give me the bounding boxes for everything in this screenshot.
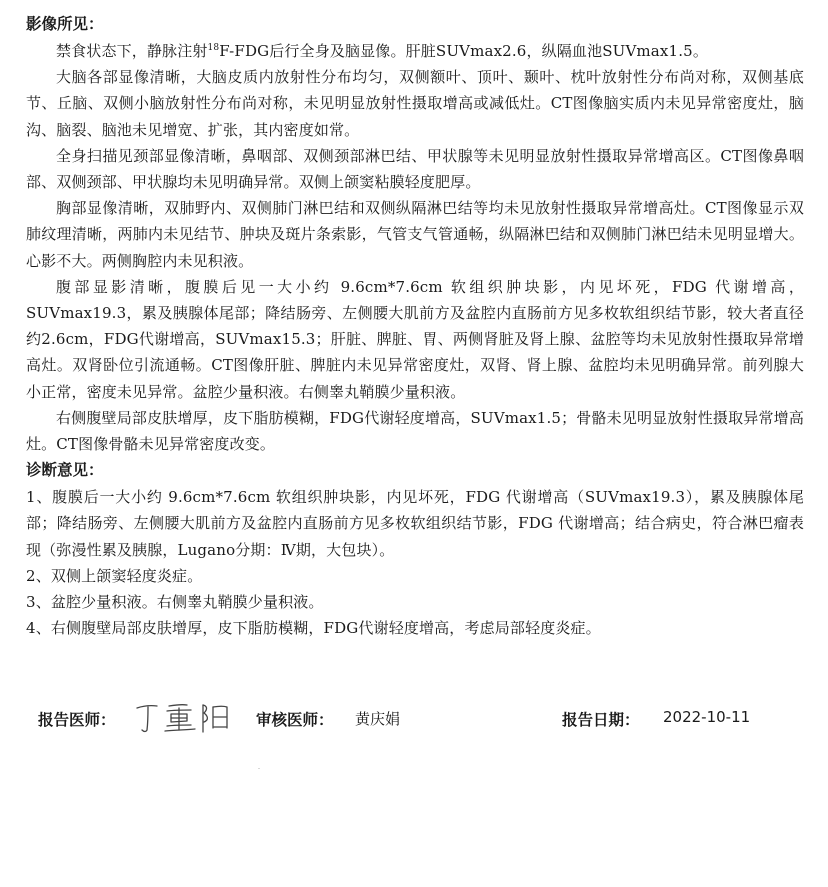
report-date: 2022-10-11 xyxy=(663,708,751,726)
pet-ct-report xyxy=(26,11,804,641)
findings-paragraph-brain: 大脑各部显像清晰，大脑皮质内放射性分布均匀，双侧额叶、顶叶、颞叶、枕叶放射性分布尚对称，双侧基底节、丘脑、双侧小脑放射性分布尚对称，未见明显放射性摄取增高或减低灶。CT图像脑实质内未见异常密度灶，脑沟、脑裂、脑池未见增宽、扩张，其内密度如常。 xyxy=(26,68,804,139)
findings-paragraph-tracer xyxy=(26,38,804,64)
diagnosis-item: 3、盆腔少量积液。右侧睾丸鞘膜少量积液。 xyxy=(26,593,324,612)
diagnosis-item: 2、双侧上颌窦轻度炎症。 xyxy=(26,566,203,585)
findings-paragraph-chest: 胸部显像清晰，双肺野内、双侧肺门淋巴结和双侧纵隔淋巴结等均未见放射性摄取异常增高灶。CT图像显示双肺纹理清晰，两肺内未见结节、肿块及斑片条索影，气管支气管通畅，纵隔淋巴结和双侧肺门淋巴结未见明显增大。心影不大。两侧胸腔内未见积液。 xyxy=(26,199,804,270)
diagnosis-title: 诊断意见： xyxy=(26,461,104,480)
findings-title: 影像所见： xyxy=(26,15,104,33)
report-date-label: 报告日期： xyxy=(562,711,640,729)
tracer-text-pre: 禁食状态下，静脉注射 xyxy=(56,42,208,60)
report-doctor-label: 报告医师： xyxy=(38,711,116,729)
findings-paragraph-abdomen: 腹部显影清晰，腹膜后见一大小约 9.6cm*7.6cm 软组织肿块影，内见坏死，FDG 代谢增高，SUVmax19.3，累及胰腺体尾部；降结肠旁、左侧腰大肌前方及盆腔内直肠前方见多枚软组织结节影，较大者直径约2.6cm，FDG代谢增高，SUVmax15.3；肝脏、脾脏、胃、两侧肾脏及肾上腺、盆腔等均未见放射性摄取异常增高灶。双肾卧位引流通畅。CT图像肝脏、脾脏内未见异常密度灶，双肾、肾上腺、盆腔均未见明确异常。前列腺大小正常，密度未见异常。盆腔少量积液。右侧睾丸鞘膜少量积液。 xyxy=(26,277,804,401)
diagnosis-item: 1、腹膜后一大小约 9.6cm*7.6cm 软组织肿块影，内见坏死，FDG 代谢增高（SUVmax19.3），累及胰腺体尾部；降结肠旁、左侧腰大肌前方及盆腔内直肠前方见多枚软组织结节影，FDG 代谢增高；结合病史，符合淋巴瘤表现（弥漫性累及胰腺，Lugano分期：Ⅳ期，大包块）。 xyxy=(26,488,804,559)
findings-paragraph-neck: 全身扫描见颈部显像清晰，鼻咽部、双侧颈部淋巴结、甲状腺等未见明显放射性摄取异常增高区。CT图像鼻咽部、双侧颈部、甲状腺均未见明确异常。双侧上颌窦粘膜轻度肥厚。 xyxy=(26,146,804,192)
signature-row xyxy=(38,700,798,736)
review-doctor-label: 审核医师： xyxy=(256,711,334,729)
isotope-superscript: 18 xyxy=(207,43,220,53)
tracer-text-post: F-FDG后行全身及脑显像。肝脏SUVmax2.6，纵隔血池SUVmax1.5。 xyxy=(219,42,708,60)
findings-paragraph-skin-bone: 右侧腹壁局部皮肤增厚，皮下脂肪模糊，FDG代谢轻度增高，SUVmax1.5；骨骼未见明显放射性摄取异常增高灶。CT图像骨骼未见异常密度改变。 xyxy=(26,408,804,454)
scan-speck xyxy=(258,768,260,769)
diagnosis-item: 4、右侧腹壁局部皮肤增厚，皮下脂肪模糊，FDG代谢轻度增高，考虑局部轻度炎症。 xyxy=(26,619,601,638)
review-doctor-name: 黄庆娟 xyxy=(355,710,401,728)
handwritten-signature xyxy=(133,700,233,736)
